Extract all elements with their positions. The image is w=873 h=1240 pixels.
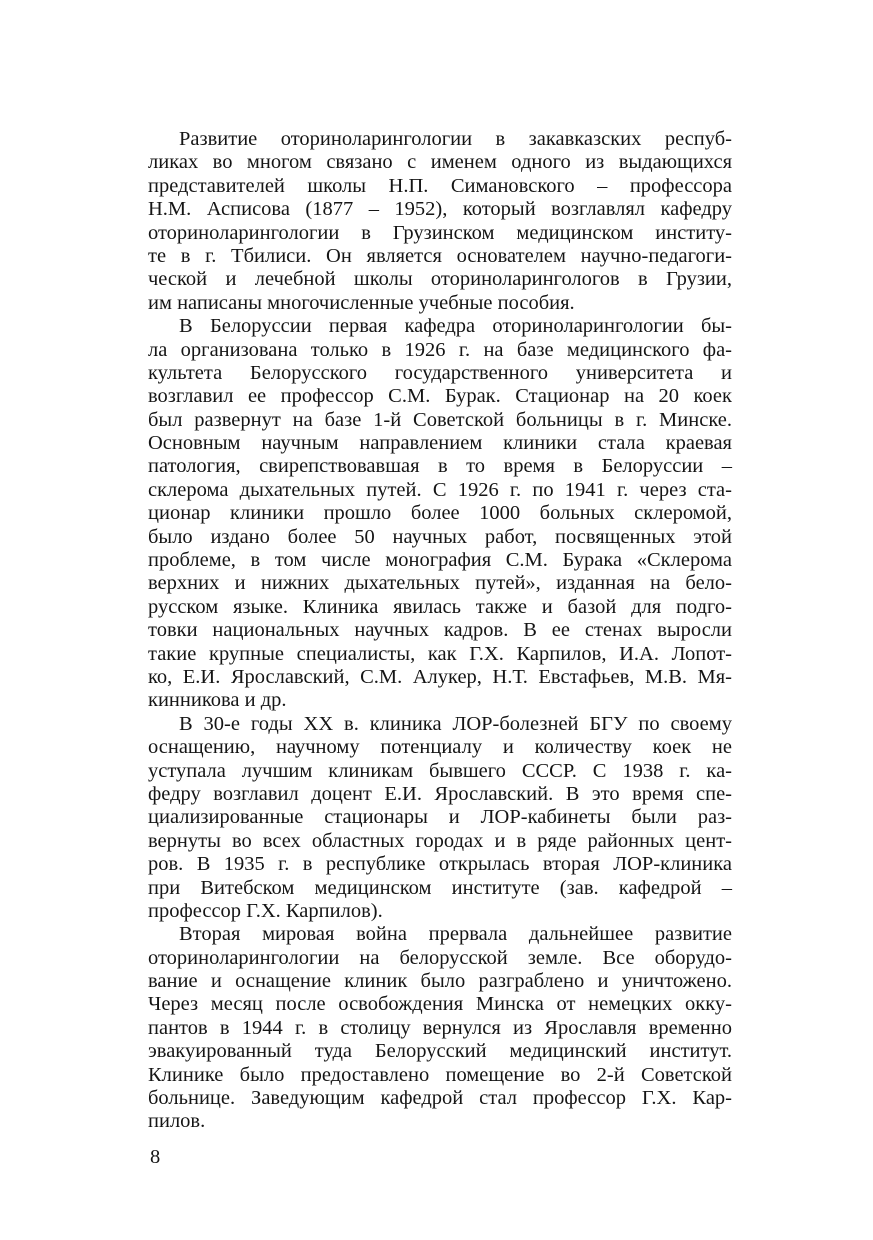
text-line: уступала лучшим клиникам бывшего СССР. С 1938 г. ка- <box>148 759 732 782</box>
text-line: такие крупные специалисты, как Г.Х. Карпилов, И.А. Лопот- <box>148 642 732 665</box>
text-line: ликах во многом связано с именем одного из выдающихся <box>148 151 732 174</box>
text-line: Н.М. Асписова (1877 – 1952), который возглавлял кафедру <box>148 198 732 221</box>
text-line: В 30-е годы XX в. клиника ЛОР-болезней БГУ по своему <box>179 712 732 735</box>
text-line: вернуты во всех областных городах и в ряде районных цент- <box>148 829 732 852</box>
text-line: товки национальных научных кадров. В ее стенах выросли <box>148 619 732 642</box>
text-line: профессор Г.Х. Карпилов). <box>148 899 383 922</box>
text-line: ко, Е.И. Ярославский, С.М. Алукер, Н.Т. Евстафьев, М.В. Мя- <box>148 665 732 688</box>
text-line: Основным научным направлением клиники стала краевая <box>148 432 732 455</box>
text-line: при Витебском медицинском институте (зав. кафедрой – <box>148 876 732 899</box>
text-line: ров. В 1935 г. в республике открылась вторая ЛОР-клиника <box>148 853 732 876</box>
text-line: циализированные стационары и ЛОР-кабинеты были раз- <box>148 806 732 829</box>
text-line: федру возглавил доцент Е.И. Ярославский. В это время спе- <box>148 782 732 805</box>
text-line: ционар клиники прошло более 1000 больных склеромой, <box>148 502 732 525</box>
text-line: патология, свирепствовавшая в то время в Белоруссии – <box>148 455 732 478</box>
text-line: ческой и лечебной школы оториноларингологов в Грузии, <box>148 268 732 291</box>
paragraph-1 <box>148 128 732 315</box>
text-line: оториноларингологии в Грузинском медицинском институ- <box>148 221 732 244</box>
paragraph-3 <box>148 713 732 924</box>
text-line: было издано более 50 научных работ, посвященных этой <box>148 525 732 548</box>
text-line: представителей школы Н.П. Симановского – профессора <box>148 174 732 197</box>
paragraph-4 <box>148 923 732 1134</box>
text-line: был развернут на базе 1-й Советской больницы в г. Минске. <box>148 408 732 431</box>
text-line: оториноларингологии на белорусской земле. Все оборудо- <box>148 946 732 969</box>
text-line: В Белоруссии первая кафедра оториноларингологии бы- <box>179 315 732 338</box>
paragraph-2 <box>148 315 732 713</box>
text-line: им написаны многочисленные учебные пособия. <box>148 291 575 314</box>
text-line: пилов. <box>148 1110 206 1133</box>
text-line: вание и оснащение клиник было разграблено и уничтожено. <box>148 970 732 993</box>
page-number: 8 <box>150 1146 161 1168</box>
text-line: эвакуированный туда Белорусский медицинский институт. <box>148 1040 732 1063</box>
text-line: Клинике было предоставлено помещение во 2-й Советской <box>148 1063 732 1086</box>
text-line: возглавил ее профессор С.М. Бурак. Стационар на 20 коек <box>148 385 732 408</box>
text-line: культета Белорусского государственного университета и <box>148 361 732 384</box>
text-line: верхних и нижних дыхательных путей», изданная на бело- <box>148 572 732 595</box>
body-text <box>148 128 732 1134</box>
text-line: ла организована только в 1926 г. на базе медицинского фа- <box>148 338 732 361</box>
text-line: склерома дыхательных путей. С 1926 г. по 1941 г. через ста- <box>148 478 732 501</box>
text-line: пантов в 1944 г. в столицу вернулся из Ярославля временно <box>148 1016 732 1039</box>
text-line: оснащению, научному потенциалу и количеству коек не <box>148 736 732 759</box>
text-line: Вторая мировая война прервала дальнейшее развитие <box>179 923 732 946</box>
text-line: те в г. Тбилиси. Он является основателем научно-педагоги- <box>148 244 732 267</box>
text-line: проблеме, в том числе монография С.М. Бурака «Склерома <box>148 549 732 572</box>
text-line: Развитие оториноларингологии в закавказских респуб- <box>179 128 732 150</box>
text-line: кинникова и др. <box>148 689 287 712</box>
text-line: русском языке. Клиника явилась также и базой для подго- <box>148 595 732 618</box>
text-line: больнице. Заведующим кафедрой стал профессор Г.Х. Кар- <box>148 1087 732 1110</box>
text-line: Через месяц после освобождения Минска от немецких окку- <box>148 993 732 1016</box>
